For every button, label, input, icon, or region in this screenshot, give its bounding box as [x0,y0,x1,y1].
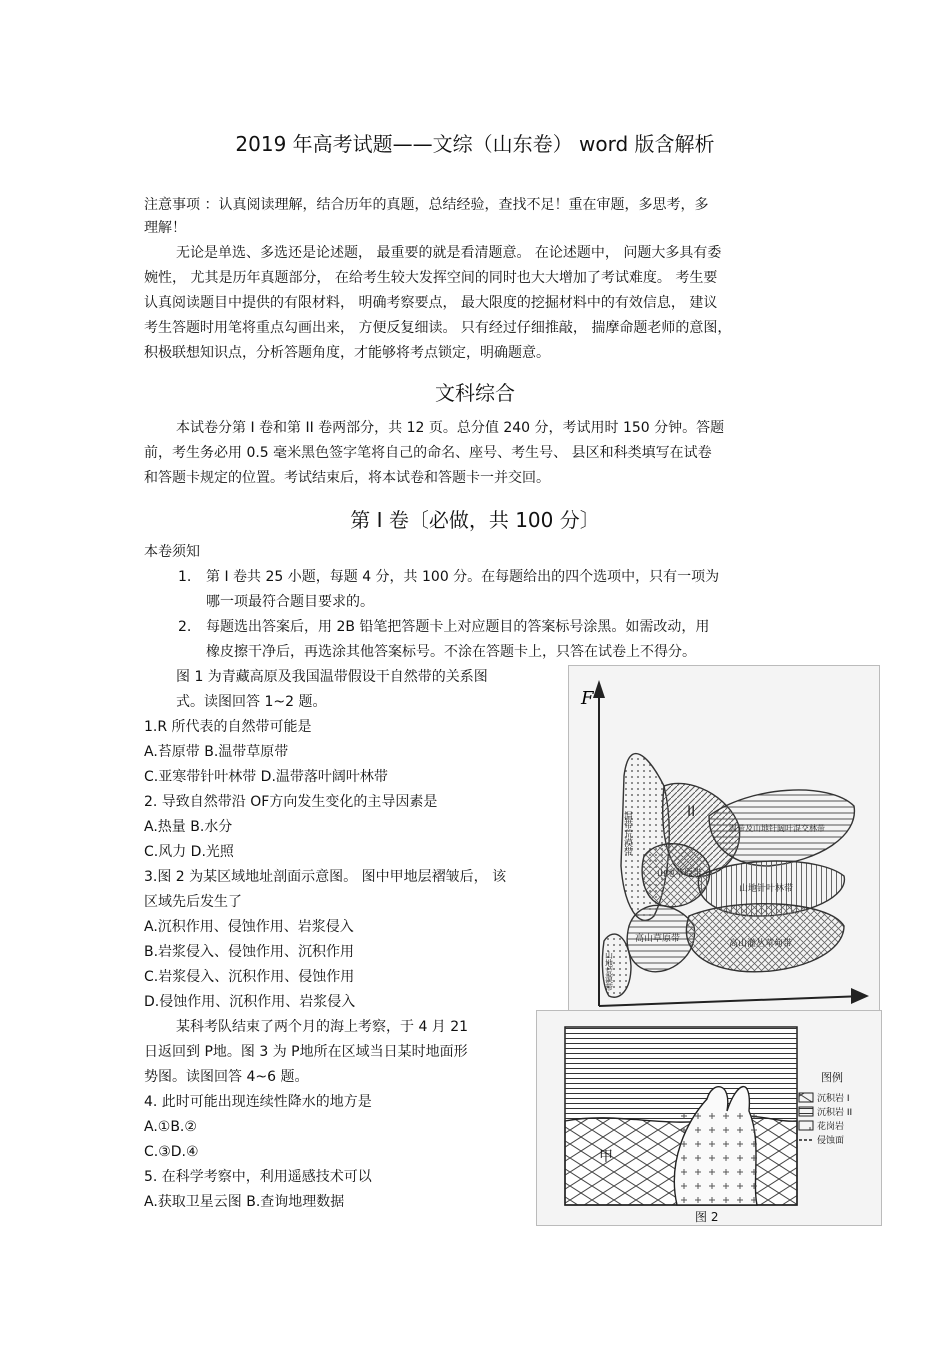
instructions-heading: 本卷须知 [144,544,200,560]
question-1-options-cd: C.亚寒带针叶林带 D.温带落叶阔叶林带 [144,769,388,785]
fig1-y-arrow [593,680,605,698]
fig2-legend-4: 侵蚀面 [817,1136,845,1146]
question-3-option-c: C.岩浆侵入、沉积作用、侵蚀作用 [144,969,355,985]
fig2-label-jia: 甲 [599,1149,613,1165]
fig2-legend-swatch-1 [799,1093,813,1102]
notice-para-2: 婉性， 尤其是历年真题部分， 在给考生较大发挥空间的同时也大大增加了考试难度。 考生要 [144,270,718,286]
instruction-2-number: 2. [178,619,192,635]
fig2-caption: 图 2 [695,1210,719,1224]
question-1-options-ab: A.苔原带 B.温带草原带 [144,744,289,760]
question-1: 1.R 所代表的自然带可能是 [144,719,312,735]
page-title: 2019 年高考试题——文综（山东卷） word 版含解析 [235,132,715,156]
intro-line-1: 本试卷分第 I 卷和第 II 卷两部分，共 12 页。总分值 240 分，考试用时 150 分钟。答题 [176,420,725,436]
fig2-legend-3: 花岗岩 [817,1122,845,1132]
instruction-1-number: 1. [178,569,192,585]
fig1-label-meadow: 高山灌丛草甸带 [729,939,793,949]
question-3-option-d: D.侵蚀作用、沉积作用、岩浆侵入 [144,994,356,1010]
fig1-label-ii: II [687,804,696,820]
question-3-line-b: 区域先后发生了 [144,894,242,910]
instruction-2-line-a: 每题选出答案后，用 2B 铅笔把答题卡上对应题目的答案标号涂黑。如需改动，用 [206,619,710,635]
fig1-x-arrow [851,988,869,1004]
fig1-label-mtn-grass: 山地草原带 [657,869,703,879]
notice-para-4: 考生答题时用笔将重点勾画出来， 方便反复细读。 只有经过仔细推敲， 揣摩命题老师的意图， [144,320,732,336]
question-5: 5. 在科学考察中，利用遥感技术可以 [144,1169,372,1185]
fig1-label-mixed: 温带及山地针阔叶混交林带 [729,824,825,833]
section-title: 文科综合 [435,381,515,405]
notice-line-2: 理解！ [144,220,186,236]
notice-para-5: 积极联想知识点，分析答题角度，才能够将考点锁定，明确题意。 [144,345,550,361]
fig1-label-alpine-grass: 高山草原带 [635,934,681,944]
fig1-alpine-meadow [686,904,844,972]
question-3-line-a: 3.图 2 为某区域地址剖面示意图。 图中甲地层褶皱后， 该 [144,869,507,885]
question-4: 4. 此时可能出现连续性降水的地方是 [144,1094,372,1110]
fig1-label-desert: 温带荒漠带 [622,811,632,856]
fig2-legend-title: 图例 [821,1071,843,1084]
figure-2 [536,1010,882,1226]
question-2-options-cd: C.风力 D.光照 [144,844,234,860]
question-4-options-ab: A.①B.② [144,1119,197,1135]
notice-line-1: 注意事项 ：认真阅读理解，结合历年的真题，总结经验，查找不足！重在审题，多思考，多 [144,197,709,213]
fig1-x-axis [599,996,864,1006]
intro-line-2: 前，考生务必用 0.5 毫米黑色签字笔将自己的命名、座号、考生号、 县区和科类填写在试卷 [144,445,712,461]
question-4-options-cd: C.③D.④ [144,1144,199,1160]
fig1-label-mtn-desert: 山地荒漠带 [604,951,614,991]
fig2-legend-2: 沉积岩 II [817,1108,853,1118]
instruction-2-line-b: 橡皮擦干净后，再选涂其他答案标号。不涂在答题卡上，只答在试卷上不得分。 [206,644,696,660]
fig2-legend-1: 沉积岩 I [817,1094,850,1104]
question-3-option-a: A.沉积作用、侵蚀作用、岩浆侵入 [144,919,354,935]
question-2-options-ab: A.热量 B.水分 [144,819,233,835]
figure-1 [568,665,880,1012]
notice-para-3: 认真阅读题目中提供的有限材料， 明确考察要点， 最大限度的挖掘材料中的有效信息， 建议 [144,295,718,311]
notice-para-1: 无论是单选、多选还是论述题， 最重要的就是看清题意。 在论述题中， 问题大多具有委 [176,245,722,261]
stem-4-line-b: 日返回到 P地。图 3 为 P地所在区域当日某时地面形 [144,1044,468,1060]
question-3-option-b: B.岩浆侵入、侵蚀作用、沉积作用 [144,944,355,960]
stem-4-line-a: 某科考队结束了两个月的海上考察，于 4 月 21 [176,1019,469,1035]
fig2-legend-swatch-2 [799,1107,813,1116]
instruction-1-line-a: 第 I 卷共 25 小题，每题 4 分，共 100 分。在每题给出的四个选项中，只有一项为 [206,569,720,585]
fig2-legend-swatch-3 [799,1121,813,1130]
fig1-intro-b: 式。读图回答 1~2 题。 [176,694,327,710]
intro-line-3: 和答题卡规定的位置。考试结束后，将本试卷和答题卡一并交回。 [144,470,550,486]
fig1-axis-label: F [581,688,594,709]
fig1-intro-a: 图 1 为青藏高原及我国温带假设干自然带的关系图 [176,669,488,685]
instruction-1-line-b: 哪一项最符合题目要求的。 [206,594,374,610]
part-title: 第 I 卷〔必做，共 100 分〕 [350,508,600,532]
fig1-label-conifer: 山地针叶林带 [739,884,794,894]
question-2: 2. 导致自然带沿 OF方向发生变化的主导因素是 [144,794,438,810]
stem-4-line-c: 势图。读图回答 4~6 题。 [144,1069,309,1085]
question-5-options-ab: A.获取卫星云图 B.查询地理数据 [144,1194,345,1210]
